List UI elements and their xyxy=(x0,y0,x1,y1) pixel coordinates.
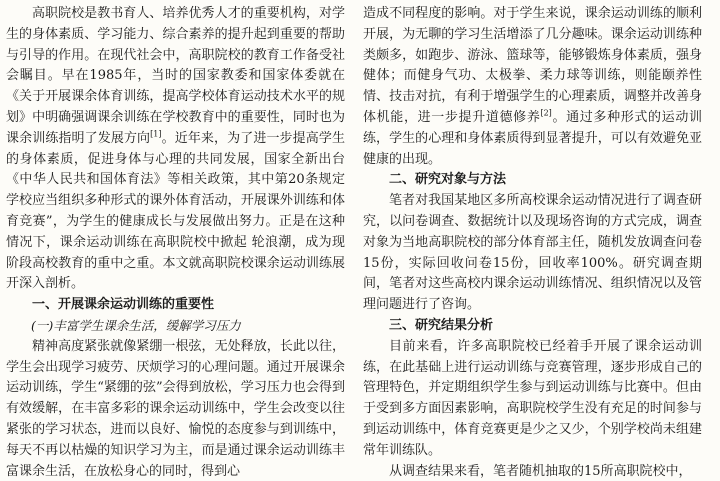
subsection-heading-1: (一)丰富学生课余生活，缓解学习压力 xyxy=(31,317,241,333)
section-heading-1: 一、开展课余运动训练的重要性 xyxy=(32,297,215,313)
right-column xyxy=(363,4,702,481)
continued-text: 造成不同程度的影响。对于学生来说，课余运动训练的顺利开展，为无聊的学习生活增添了几分趣味。课余运动训练种类颇多，如跑步、游泳、篮球等，能够锻炼身体素质，强身健体；而健身气功、太极拳、柔力球等训练，则能颐养性情、技击对抗，有利于增强学生的心理素质，调整并改善身体机能，进一步提升道德修养 xyxy=(363,6,702,125)
results-paragraph-2: 从调查结果来看，笔者随机抽取的15所高职院校中， xyxy=(389,463,692,479)
method-paragraph: 笔者对我国某地区多所高校课余运动情况进行了调查研究，以问卷调查、数据统计以及现场咨询的方式完成，调查对象为当地高职院校的部分体育部主任，随机发放调查问卷15份，实际回收问卷15份，回收率100%。研究调查期间，笔者对这些高校内课余运动训练情况、组织情况以及管理问题进行了咨询。 xyxy=(363,193,702,313)
left-column xyxy=(6,4,345,481)
citation-ref-2: [2] xyxy=(540,108,552,118)
citation-ref-1: [1] xyxy=(150,129,162,139)
intro-paragraph xyxy=(6,4,345,295)
intro-text-tail: 。近年来，为了进一步提高学生的身体素质，促进身体与心理的共同发展，国家全新出台《中华人民共和国体育法》等相关政策，其中第20条规定 学校应当组织多种形式的课外体育活动，开展课外训练和体育竞赛”，为学生的健康成长与发展做出努力。正是在这种情况下，课余运动训练在高职院校中掀起 轮浪潮，成为现阶段高校教育的重中之重。本文就高职院校课余运动训练展开深入剖析。 xyxy=(6,130,345,292)
section-heading-3: 三、研究结果分析 xyxy=(389,317,494,333)
continued-text-tail: 。通过多种形式的运动训练，学生的心理和身体素质得到显著提升，可以有效避免亚健康的出现。 xyxy=(363,109,702,167)
continued-paragraph xyxy=(363,4,702,170)
intro-text: 高职院校是教书育人、培养优秀人才的重要机构，对学生的身体素质、学习能力、综合素养的提升起到重要的帮助与引导的作用。在现代社会中，高职院校的教育工作备受社会瞩目。早在1985年，当时的国家教委和国家体委就在《关于开展课余体育训练，提高学校体育运动技术水平的规划》中明确强调课余训练在学校教育中的重要性，同时也为课余训练指明了发展方向 xyxy=(6,6,345,146)
body-paragraph: 精神高度紧张就像紧绷一根弦，无处释放，长此以往，学生会出现学习疲劳、厌烦学习的心理问题。通过开展课余运动训练，学生“紧绷的弦”会得到放松，学习压力也会得到有效缓解，在丰富多彩的课余运动训练中，学生会改变以往紧张的学习状态，进而以良好、愉悦的态度参与到训练中，每天不再以枯燥的知识学习为主，而是通过课余运动训练丰富课余生活，在放松身心的同时，得到心 xyxy=(6,338,345,479)
results-paragraph: 目前来看，许多高职院校已经着手开展了课余运动训练，在此基础上进行运动训练与竞赛管理，逐步形成自己的管理特色，并定期组织学生参与到运动训练与比赛中。但由于受到多方面因素影响，高职院校学生没有充足的时间参与到运动训练中，体育竞赛更是少之又少，个别学校尚未组建常年训练队。 xyxy=(363,338,702,458)
section-heading-2: 二、研究对象与方法 xyxy=(389,172,507,188)
